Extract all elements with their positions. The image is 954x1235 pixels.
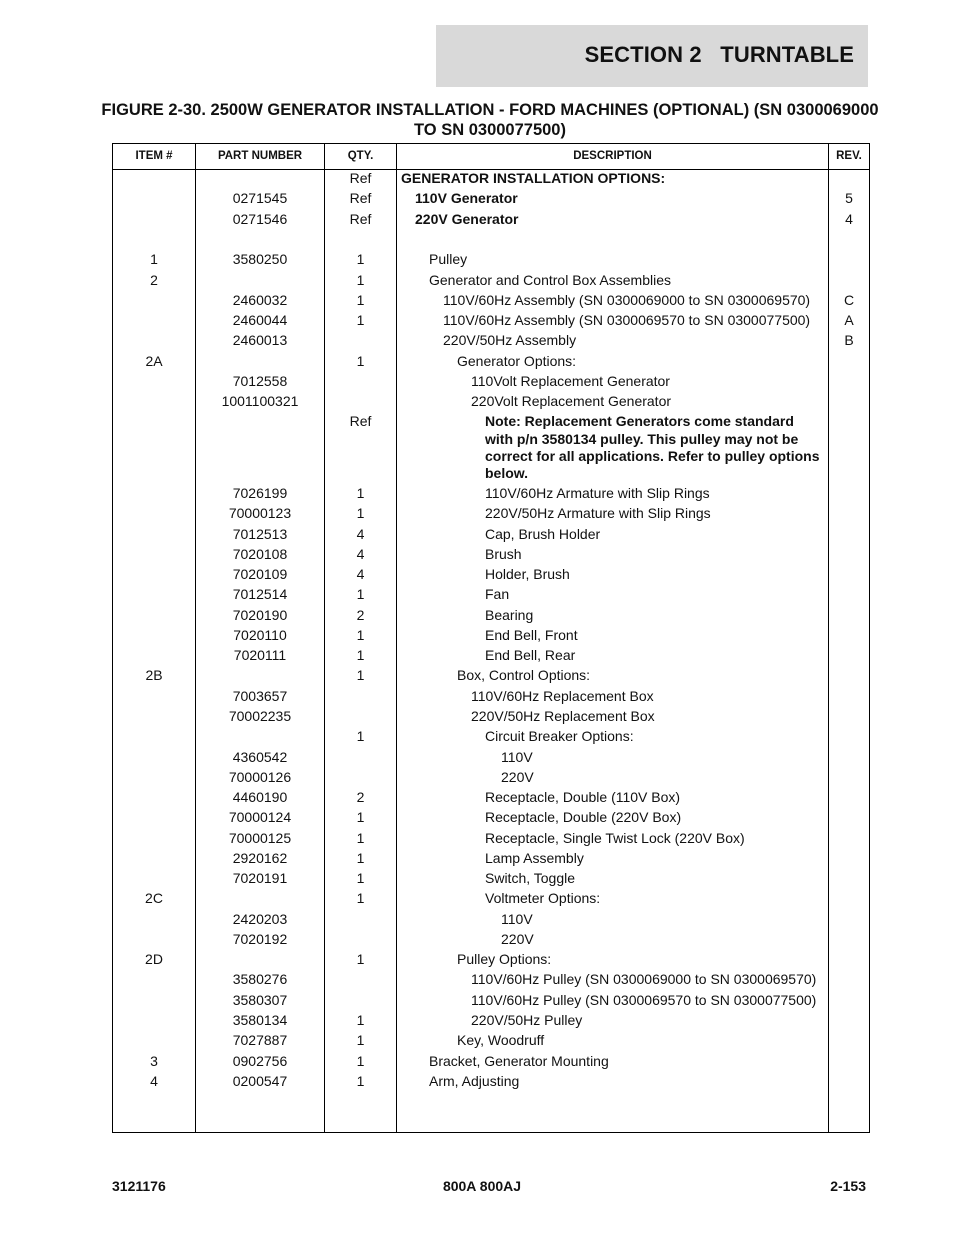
part-number: 7020191 [232, 870, 288, 886]
part-number: 3580276 [232, 971, 288, 987]
quantity: 1 [356, 586, 365, 602]
description: Cap, Brush Holder [485, 526, 601, 542]
part-number: 7020109 [232, 566, 288, 582]
description: 110Volt Replacement Generator [471, 373, 670, 389]
part-number: 70000124 [228, 809, 292, 825]
part-number: 4360542 [232, 749, 288, 765]
part-number: 7020192 [232, 931, 288, 947]
description: Generator and Control Box Assemblies [429, 272, 672, 288]
description: 220V [501, 931, 534, 947]
item-number: 2D [145, 951, 163, 967]
part-number: 70000125 [228, 830, 292, 846]
quantity: 1 [356, 353, 365, 369]
description: Generator Options: [457, 353, 577, 369]
quantity: 1 [356, 1053, 365, 1069]
part-number: 7026199 [232, 485, 288, 501]
section-banner [436, 25, 868, 87]
revision: 5 [845, 190, 853, 206]
part-number: 0271546 [232, 211, 288, 227]
description: Note: Replacement Generators come standard [485, 413, 794, 429]
quantity: 1 [356, 292, 365, 308]
quantity: Ref [349, 170, 372, 186]
description: Voltmeter Options: [485, 890, 601, 906]
revision: B [844, 332, 854, 348]
quantity: 1 [356, 647, 365, 663]
description: Pulley Options: [457, 951, 552, 967]
part-number: 2460032 [232, 292, 288, 308]
header-qty: QTY. [347, 150, 374, 162]
quantity: 4 [356, 566, 365, 582]
description: 110V Generator [415, 190, 518, 206]
quantity: 1 [356, 1032, 365, 1048]
part-number: 70000126 [228, 769, 292, 785]
quantity: Ref [349, 211, 372, 227]
part-number: 4460190 [232, 789, 288, 805]
quantity: 2 [356, 789, 365, 805]
quantity: 2 [356, 607, 365, 623]
part-number: 3580307 [232, 992, 288, 1008]
item-number: 2B [145, 667, 163, 683]
description: 220V/50Hz Armature with Slip Rings [485, 505, 711, 521]
description: 220V Generator [415, 211, 519, 227]
description: Lamp Assembly [485, 850, 584, 866]
quantity: 1 [356, 272, 365, 288]
revision: C [843, 292, 855, 308]
description: Receptacle, Double (110V Box) [485, 789, 681, 805]
description: 220V/50Hz Pulley [471, 1012, 583, 1028]
section-title: SECTION 2 TURNTABLE [584, 42, 854, 67]
description: Bracket, Generator Mounting [429, 1053, 609, 1069]
part-number: 0271545 [232, 190, 288, 206]
item-number: 2A [145, 353, 163, 369]
quantity: 1 [356, 1012, 365, 1028]
description: Bearing [485, 607, 534, 623]
part-number: 7012558 [232, 373, 288, 389]
part-number: 70002235 [228, 708, 292, 724]
description: End Bell, Front [485, 627, 578, 643]
description: Pulley [429, 251, 468, 267]
description: 110V/60Hz Pulley (SN 0300069570 to SN 0300077500) [471, 992, 817, 1008]
figure-title: FIGURE 2-30. 2500W GENERATOR INSTALLATION - FORD MACHINES (OPTIONAL) (SN 0300069000 TO SN 0300077500) [101, 101, 879, 139]
header-rev: REV. [836, 150, 862, 162]
quantity: 1 [356, 850, 365, 866]
quantity: 1 [356, 728, 365, 744]
description: correct for all applications. Refer to pulley options [485, 448, 820, 464]
quantity: 4 [356, 546, 365, 562]
description: 110V [501, 911, 533, 927]
revision: 4 [845, 211, 853, 227]
description: 110V/60Hz Pulley (SN 0300069000 to SN 0300069570) [471, 971, 817, 987]
item-number: 4 [150, 1073, 158, 1089]
item-number: 2C [145, 890, 163, 906]
footer-page-number: 2-153 [830, 1178, 866, 1194]
description: Arm, Adjusting [429, 1073, 520, 1089]
description: 220V [501, 769, 534, 785]
quantity: 1 [356, 667, 365, 683]
description: 110V/60Hz Replacement Box [471, 688, 654, 704]
header-item: ITEM # [135, 150, 173, 162]
quantity: 1 [356, 312, 365, 328]
description: 110V/60Hz Assembly (SN 0300069000 to SN 0300069570) [443, 292, 811, 308]
footer-doc-number: 3121176 [112, 1178, 166, 1194]
part-number: 1001100321 [221, 393, 299, 409]
quantity: 1 [356, 251, 365, 267]
quantity: 1 [356, 870, 365, 886]
description: 110V/60Hz Assembly (SN 0300069570 to SN 0300077500) [443, 312, 811, 328]
parts-table [112, 143, 870, 1133]
part-number: 0902756 [232, 1053, 288, 1069]
part-number: 7003657 [232, 688, 288, 704]
part-number: 3580250 [232, 251, 288, 267]
part-number: 2920162 [232, 850, 288, 866]
part-number: 7020108 [232, 546, 288, 562]
part-number: 7012513 [232, 526, 288, 542]
part-number: 2460013 [232, 332, 288, 348]
quantity: Ref [349, 413, 372, 429]
description: Circuit Breaker Options: [485, 728, 634, 744]
quantity: Ref [349, 190, 372, 206]
description: 110V [501, 749, 533, 765]
description: 110V/60Hz Armature with Slip Rings [485, 485, 710, 501]
part-number: 7020110 [233, 627, 287, 643]
description: Key, Woodruff [457, 1032, 545, 1048]
part-number: 70000123 [228, 505, 292, 521]
quantity: 1 [356, 890, 365, 906]
item-number: 2 [150, 272, 158, 288]
header-part-number: PART NUMBER [217, 150, 303, 162]
part-number: 7020111 [233, 647, 287, 663]
part-number: 2420203 [232, 911, 288, 927]
description: Receptacle, Double (220V Box) [485, 809, 682, 825]
item-number: 3 [150, 1053, 158, 1069]
part-number: 3580134 [232, 1012, 288, 1028]
description: 220V/50Hz Replacement Box [471, 708, 655, 724]
quantity: 1 [356, 830, 365, 846]
footer-model: 800A 800AJ [442, 1178, 522, 1194]
header-description: DESCRIPTION [573, 150, 652, 162]
description: Fan [485, 586, 510, 602]
quantity: 1 [356, 1073, 365, 1089]
description: GENERATOR INSTALLATION OPTIONS: [401, 170, 666, 186]
description: 220Volt Replacement Generator [471, 393, 672, 409]
description: Box, Control Options: [457, 667, 591, 683]
description: Brush [485, 546, 522, 562]
quantity: 1 [356, 951, 365, 967]
description: 220V/50Hz Assembly [443, 332, 577, 348]
part-number: 7012514 [232, 586, 288, 602]
description: with p/n 3580134 pulley. This pulley may not be [485, 431, 799, 447]
quantity: 1 [356, 505, 365, 521]
part-number: 2460044 [232, 312, 288, 328]
quantity: 1 [356, 485, 365, 501]
quantity: 4 [356, 526, 365, 542]
description: Receptacle, Single Twist Lock (220V Box) [485, 830, 745, 846]
part-number: 7027887 [232, 1032, 288, 1048]
item-number: 1 [150, 251, 158, 267]
quantity: 1 [356, 809, 365, 825]
part-number: 0200547 [232, 1073, 288, 1089]
part-number: 7020190 [232, 607, 288, 623]
description: Switch, Toggle [485, 870, 576, 886]
description: End Bell, Rear [485, 647, 576, 663]
revision: A [844, 312, 854, 328]
quantity: 1 [356, 627, 365, 643]
description: Holder, Brush [485, 566, 570, 582]
description: below. [485, 465, 529, 481]
